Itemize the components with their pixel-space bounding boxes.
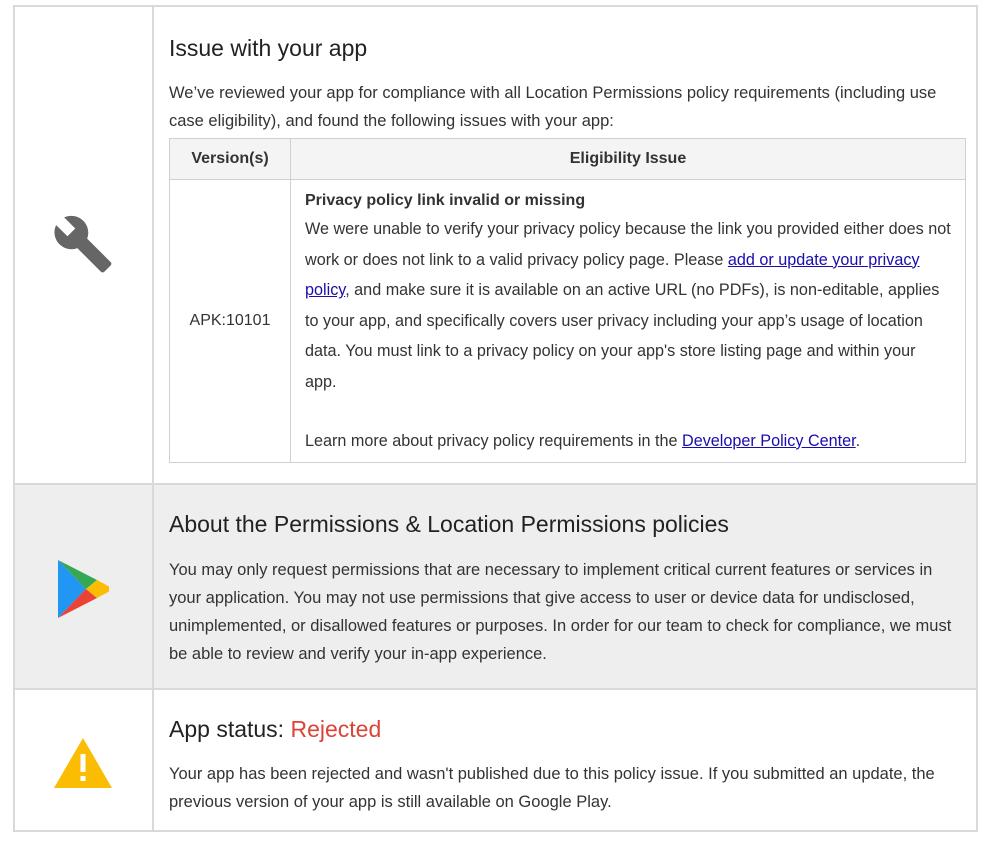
status-title: App status: Rejected <box>169 716 382 742</box>
issue-description: We were unable to verify your privacy policy because the link you provided either does not work or does not link to a valid privacy policy page. Please add or update your privacy policy, and make sure it is available on an active URL (no PDFs), is non-editable, applies to your app, and specifically covers user privacy including your app’s usage of location data. You must link to a privacy policy on your app's store listing page and within your app. <box>305 220 951 391</box>
about-title: About the Permissions & Location Permissions policies <box>169 511 729 537</box>
google-play-icon <box>55 559 111 619</box>
issue-cell <box>291 180 966 463</box>
column-header-eligibility-issue: Eligibility Issue <box>291 139 966 180</box>
issues-table <box>169 138 966 463</box>
developer-policy-center-link[interactable]: Developer Policy Center <box>682 431 856 450</box>
issue-title: Issue with your app <box>169 35 368 61</box>
issue-intro: We’ve reviewed your app for compliance with all Location Permissions policy requirements (including use case eligibility), and found the following issues with your app: <box>169 84 937 130</box>
warning-icon <box>53 737 113 789</box>
status-badge: Rejected <box>290 716 382 742</box>
about-body: You may only request permissions that are necessary to implement critical current features or services in your application. You may not use permissions that give access to user or device data for undisclosed, unimplemented, or disallowed features or purposes. In order for our team to check for compliance, we must be able to review and verify your in-app experience. <box>169 561 952 663</box>
about-section <box>15 485 976 690</box>
status-body: Your app has been rejected and wasn't published due to this policy issue. If you submitted an update, the previous version of your app is still available on Google Play. <box>169 765 935 811</box>
issue-heading: Privacy policy link invalid or missing <box>305 192 586 209</box>
learn-more-text: Learn more about privacy policy requirements in the Developer Policy Center. <box>305 431 861 450</box>
privacy-policy-link[interactable]: add or update your privacy policy <box>305 250 920 300</box>
table-row <box>170 180 966 463</box>
wrench-icon <box>52 213 114 275</box>
issue-section <box>15 7 976 485</box>
column-header-versions: Version(s) <box>170 139 291 180</box>
status-section <box>15 690 976 830</box>
notification-frame <box>13 5 978 832</box>
version-cell: APK:10101 <box>170 180 291 463</box>
